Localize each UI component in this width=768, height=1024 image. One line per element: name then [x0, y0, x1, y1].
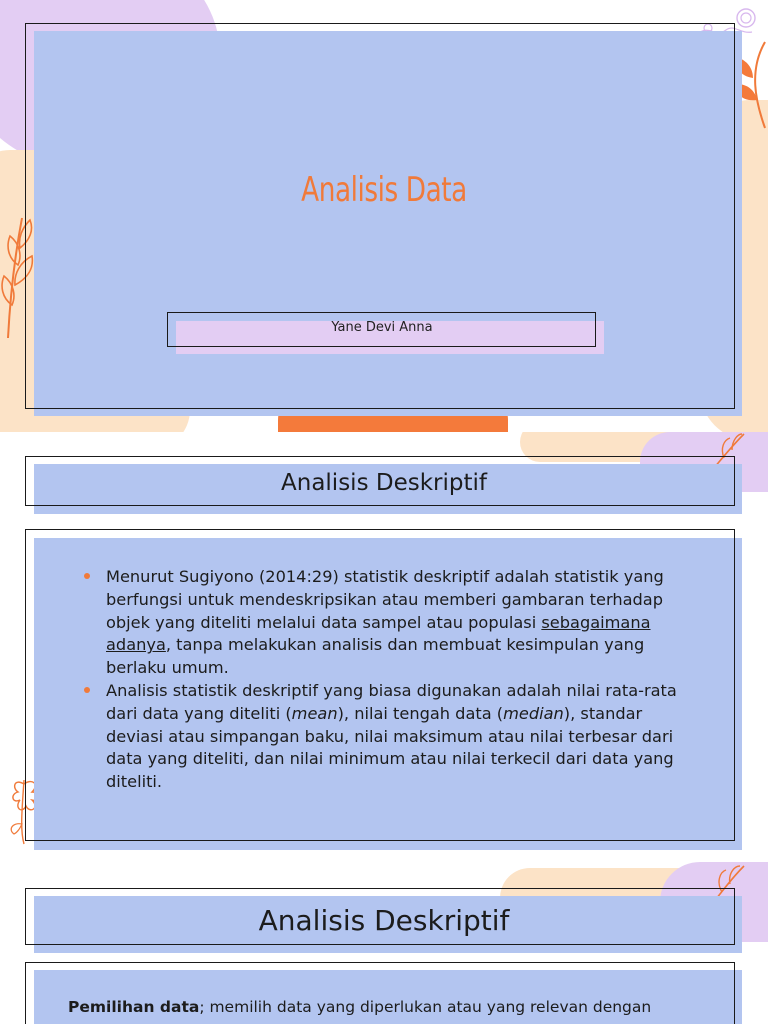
term-median: median	[503, 703, 564, 723]
paragraph-text: ; memilih data yang diperlukan atau yang relevan dengan	[199, 998, 652, 1016]
author-name: Yane Devi Anna	[331, 320, 433, 335]
presentation-title: Analisis Data	[301, 170, 467, 210]
underlined-phrase: sebagaimana adanya	[106, 612, 651, 655]
bullet-list	[84, 566, 704, 794]
term-bold: Pemilihan data	[68, 998, 200, 1016]
slide-heading-2	[0, 856, 768, 958]
section-heading: Analisis Deskriptif	[281, 470, 487, 496]
section-heading: Analisis Deskriptif	[258, 904, 510, 937]
bullet-text-part: ), standar deviasi atau simpangan baku, nilai maksimum atau nilai terbesar dari data yang diteliti, dan nilai minimum atau nilai terkecil dari data yang diteliti.	[106, 703, 674, 792]
bullet-text-part: Analisis statistik deskriptif yang biasa digunakan adalah nilai rata-rata dari data yang diteliti (	[106, 680, 677, 723]
bullet-item	[84, 680, 704, 794]
term-mean: mean	[291, 703, 338, 723]
bullet-icon	[84, 687, 90, 693]
slide-title	[0, 0, 768, 432]
bullet-text-part: Menurut Sugiyono (2014:29) statistik deskriptif adalah statistik yang berfungsi untuk mendeskripsikan atau memberi gambaran terhadap objek yang diteliti melalui data sampel atau populasi	[106, 567, 664, 632]
bullet-item	[84, 566, 704, 680]
paragraph	[68, 996, 718, 1018]
bullet-text-part: , tanpa melakukan analisis dan membuat kesimpulan yang berlaku umum.	[106, 635, 645, 678]
bullet-icon	[84, 573, 90, 579]
slide-heading-1	[0, 432, 768, 522]
bullet-text-part: ), nilai tengah data (	[337, 703, 504, 723]
